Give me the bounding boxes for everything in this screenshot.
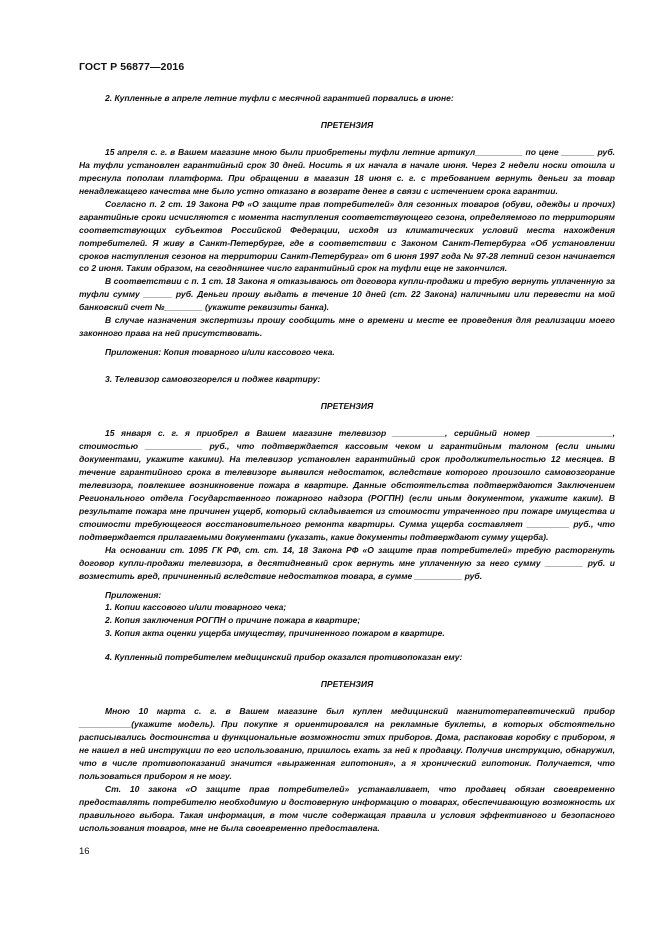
section-3-paragraph-1: 15 января с. г. я приобрел в Вашем магазине телевизор ___________, серийный номер ________________, стоимостью ____________ руб., что подтверждается кассовым чеком и гарантийным талоном (если иными документами, укажите какими). На телевизор установлен гарантийный срок продолжительностью 12 месяцев. В течение гарантийного срока в телевизоре выявился недостаток, вследствие которого произошло самовозгорание телевизора, повлекшее возникновение пожара в квартире. Данные обстоятельства подтверждаются Заключением Регионального отдела Государственного пожарного надзора (РОГПН) (если иным документом, укажите каким). В результате пожара мне причинен ущерб, который складывается из стоимости утраченного при пожаре имущества и стоимости требующегося восстановительного ремонта квартиры. Сумма ущерба составляет _________ руб., что подтверждается прилагаемыми документами (указать, какие документы подтверждают сумму ущерба). [79,428,615,542]
section-3-paragraph-2: На основании ст. 1095 ГК РФ, ст. ст. 14, 18 Закона РФ «О защите прав потребителей» требую расторгнуть договор купли-продажи телевизора, в десятидневный срок вернуть мне уплаченную за него сумму ________ руб. и возместить вред, причиненный вследствие недостатков товара, в сумме __________ руб. [79,544,615,581]
section-3-title: 3. Телевизор самовозгорелся и поджег квартиру: [105,374,321,385]
document-body [79,92,615,835]
section-3-attachment-2: 2. Копия заключения РОГПН о причине пожара в квартире; [105,615,361,626]
section-4-paragraph-1: Мною 10 марта с. г. в Вашем магазине был куплен медицинский магнитотерапевтический прибор ___________(укажите модель). При покупке я ориентировался на рекламные буклеты, в которых обстоятельно расписывались достоинства и функциональные возможности этих приборов. Дома, распаковав коробку с прибором, я не нашел в ней инструкции по его использованию, пришлось ехать за ней к продавцу. Получив инструкцию, обнаружил, что в числе противопоказаний значится «выраженная гипотония», а я хронический гипотоник. Получается, что пользоваться прибором я не могу. [79,706,615,781]
standard-id-header: ГОСТ Р 56877—2016 [79,61,185,73]
section-2-title: 2. Купленные в апреле летние туфли с месячной гарантией порвались в июне: [105,93,454,103]
section-3-attachments-title: Приложения: [105,589,162,600]
section-3-attachment-3: 3. Копия акта оценки ущерба имуществу, причиненного пожаром в квартире. [105,628,445,639]
section-2-paragraph-3: В соответствии с п. 1 ст. 18 Закона я отказываюсь от договора купли-продажи и требую вернуть уплаченную за туфли сумму ______ руб. Деньги прошу выдать в течение 10 дней (ст. 22 Закона) наличными или перевести на мой банковский счет №________ (укажите реквизиты банка). [79,276,615,313]
section-3-attachment-1: 1. Копии кассового и/или товарного чека; [105,602,287,613]
section-2-heading: ПРЕТЕНЗИЯ [320,119,374,130]
section-2-paragraph-1: 15 апреля с. г. в Вашем магазине мною были приобретены туфли летние артикул__________ по цене _______ руб. На туфли установлен гарантийный срок 30 дней. Носить я их начала в начале июня. Через 2 недели носки отошла и треснула пополам платформа. При обращении в магазин 18 июня с. г. с требованием вернуть деньги за товар ненадлежащего качества мне было устно отказано в возврате денег в связи с истечением срока гарантии. [79,146,615,196]
section-2-paragraph-2: Согласно п. 2 ст. 19 Закона РФ «О защите прав потребителей» для сезонных товаров (обуви, одежды и прочих) гарантийные сроки исчисляются с момента наступления соответствующего сезона, определяемого по территориям соответствующих субъектов Российской Федерации, исходя из климатических условий места нахождения потребителей. Я живу в Санкт-Петербурге, где в соответствии с Законом Санкт-Петербурга «Об установлении сроков наступления сезонов на территории Санкт-Петербурга» от 6 июня 1997 года № 97-28 летний сезон начинается со 2 июня. Таким образом, на сегодняшнее число гарантийный срок на туфли еще не закончился. [79,198,615,274]
section-4-title: 4. Купленный потребителем медицинский прибор оказался противопоказан ему: [105,652,463,663]
section-4-paragraph-2: Ст. 10 закона «О защите прав потребителей» устанавливает, что продавец обязан своевременно предоставлять потребителю необходимую и достоверную информацию о товарах, обеспечивающую возможность их правильного выбора. Такая информация, в том числе содержащая правила и условия эффективного и безопасного использования товаров, мне не была своевременно предоставлена. [79,783,615,833]
section-2-attachments: Приложения: Копия товарного и/или кассового чека. [105,347,335,358]
section-2-paragraph-4: В случае назначения экспертизы прошу сообщить мне о времени и месте ее проведения для реализации моего законного права на ней присутствовать. [79,315,615,339]
page-number: 16 [79,846,90,857]
section-4-heading: ПРЕТЕНЗИЯ [320,679,374,690]
section-3-heading: ПРЕТЕНЗИЯ [320,401,374,412]
